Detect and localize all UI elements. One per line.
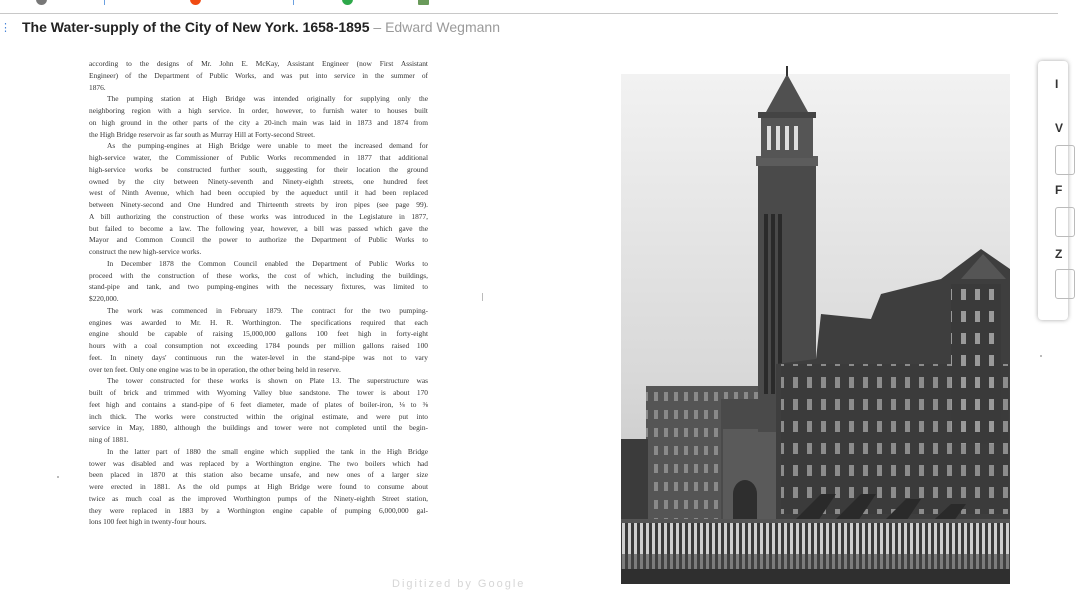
text-line: stand-pipe and tank, and two pumping-engines with the necessary fixtures, was limited to <box>89 282 428 292</box>
text-line: between Ninety-second and One Hundred and Thirteenth streets by iron pipes (see page 99). <box>89 200 428 209</box>
text-line: $220,000. <box>89 294 119 303</box>
text-line: twice as much coal as the improved Worthington pumps of the Ninety-eighth Street station, <box>89 493 428 503</box>
text-line: 1876. <box>89 82 106 92</box>
toolbar-divider <box>104 0 105 5</box>
panel-field[interactable] <box>1055 145 1075 175</box>
toolbar-icon[interactable] <box>342 0 353 5</box>
panel-heading: I <box>1055 77 1059 91</box>
panel-label: V <box>1055 121 1064 135</box>
text-line: Mayor and Common Council the power to authorize the Department of Public Works to <box>89 235 428 245</box>
panel-field[interactable] <box>1055 207 1075 237</box>
text-line: construct the new high-service works. <box>89 247 202 256</box>
text-line: inch thick. The works were constructed within the original estimate, and were put into <box>89 411 428 421</box>
text-line: proceed with the construction of these works, the cost of which, including the buildings, <box>89 270 428 280</box>
text-line: In the latter part of 1880 the small engine which supplied the tank in the High Bridge <box>107 446 428 456</box>
text-line: tower was disabled and was replaced by a Worthington engine. The two boilers which had <box>89 458 428 468</box>
text-line: west of Ninth Avenue, which had been occupied by the aqueduct until it had been replaced <box>89 188 428 198</box>
text-line: feet high and contains a stand-pipe of 6 feet diameter, made of plates of boiler-iron, ⅛ to ⅜ <box>89 399 428 409</box>
text-line: The work was commenced in February 1879. The contract for the two pumping- <box>107 305 428 315</box>
side-settings-panel <box>1038 61 1068 320</box>
text-line: In December 1878 the Common Council enabled the Department of Public Works to <box>107 258 428 268</box>
text-line: engine should be capable of raising 15,000,000 gallons 100 feet high in forty-eight <box>89 329 428 339</box>
text-line: engines was awarded to Mr. H. R. Worthington. The specifications required that each <box>89 317 428 327</box>
scan-speck <box>1040 355 1042 357</box>
book-title: The Water-supply of the City of New York. 1658-1895 <box>22 19 370 35</box>
text-line: the High Bridge reservoir as far south as Murray Hill at Forty-second Street. <box>89 129 315 139</box>
toolbar-divider <box>293 0 294 5</box>
text-line: been placed in 1870 at this station also became unsafe, and new ones of a larger size <box>89 470 428 480</box>
text-line: ning of 1881. <box>89 435 129 444</box>
text-line: neighboring region with a high service. In order, however, to furnish water to houses built <box>89 106 428 115</box>
title-separator: – <box>373 19 382 35</box>
book-author[interactable]: Edward Wegmann <box>385 19 500 35</box>
text-line: over ten feet. Only one engine was to be in operation, the other being held in reserve. <box>89 364 341 374</box>
panel-label: Z <box>1055 247 1063 261</box>
book-title-bar <box>22 19 500 35</box>
text-line: hours with a coal consumption not exceeding 1784 pounds per million gallons raised 100 <box>89 341 428 350</box>
text-line: lons 100 feet high in twenty-four hours. <box>89 517 207 527</box>
browser-toolbar-strip <box>0 0 1058 14</box>
book-page-text <box>89 58 428 528</box>
panel-field[interactable] <box>1055 269 1075 299</box>
watermark: Digitized by Google <box>392 578 526 590</box>
text-line: high-service water, the Commissioner of Public Works recommended in 1877 that additional <box>89 153 428 162</box>
panel-label: F <box>1055 183 1063 197</box>
menu-icon[interactable]: ⋮ <box>0 22 11 34</box>
text-line: according to the designs of Mr. John E. McKay, Assistant Engineer (now First Assistant <box>89 59 428 68</box>
text-line: built of brick and trimmed with Wyoming Valley blue sandstone. The tower is about 170 <box>89 388 428 397</box>
plate-photo-high-service-tower <box>621 64 1010 584</box>
text-line: but failed to become a law. The following year, however, a bill was passed which gave the <box>89 223 428 233</box>
text-line: service in May, 1880, although the buildings and tower were not completed until the begin- <box>89 423 428 433</box>
toolbar-icon[interactable] <box>36 0 47 5</box>
text-line: Engineer) of the Department of Public Works, and was put into service in the summer of <box>89 70 428 80</box>
text-line: owned by the city between Ninety-seventh and Ninety-eighth streets, one hundred feet <box>89 176 428 186</box>
toolbar-icon[interactable] <box>190 0 201 5</box>
text-line: on high ground in the other parts of the city a 20-inch main was laid in 1873 and 1874 from <box>89 117 428 127</box>
scan-speck <box>482 293 483 301</box>
text-line: As the pumping-engines at High Bridge were unable to meet the increased demand for <box>107 141 428 151</box>
text-line: The pumping station at High Bridge was intended originally for supplying only the <box>107 94 428 104</box>
text-line: high-service works be constructed further south, suggesting for their location the ground <box>89 164 428 174</box>
text-line: they were replaced in 1883 by a Worthington engine capable of pumping 6,000,000 gal- <box>89 505 428 515</box>
text-line: feet. In ninety days' continuous run the water-level in the stand-pipe was not to vary <box>89 352 428 362</box>
scan-speck <box>57 476 59 478</box>
toolbar-icon[interactable] <box>418 0 429 5</box>
text-line: A bill authorizing the construction of these works was introduced in the Legislature in 1877, <box>89 211 428 221</box>
text-line: were erected in 1881. As the old pumps at High Bridge were found to consume about <box>89 482 428 491</box>
text-line: The tower constructed for these works is shown on Plate 13. The superstructure was <box>107 376 428 386</box>
